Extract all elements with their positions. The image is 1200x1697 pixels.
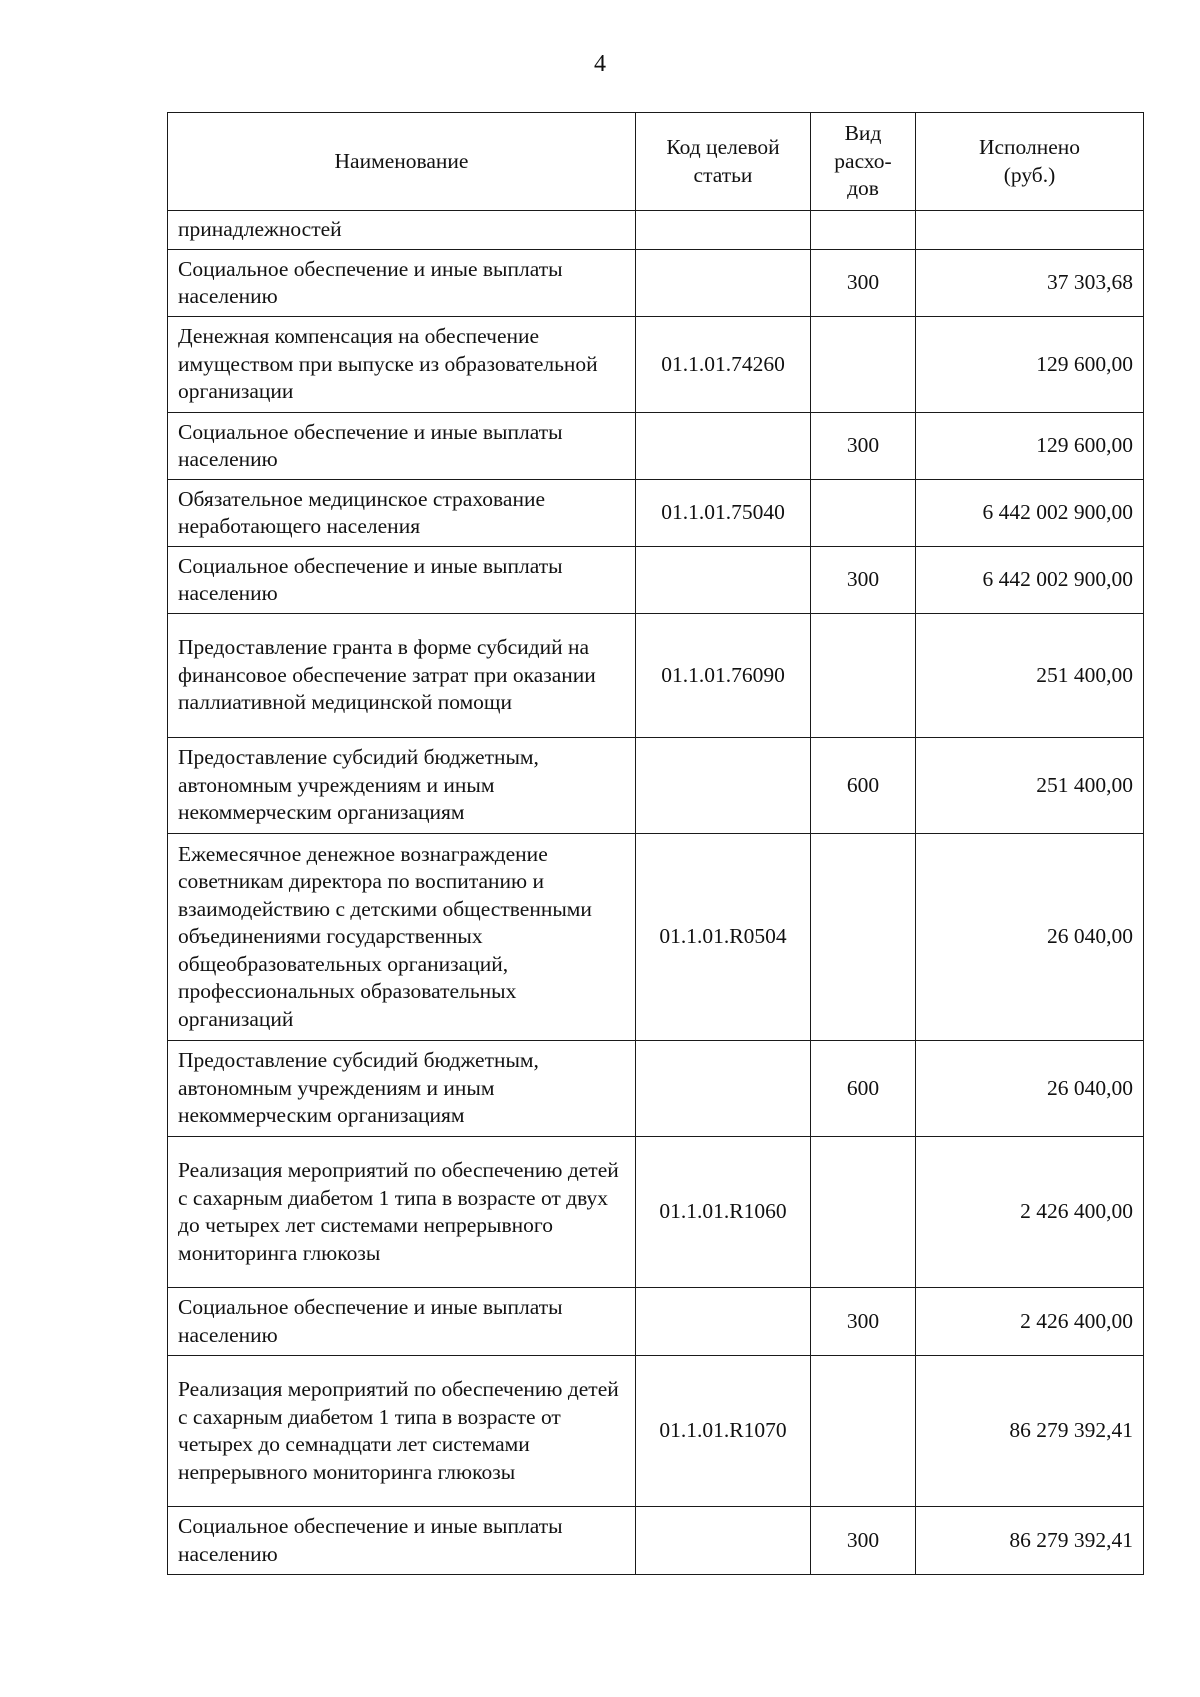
row-amount: 86 279 392,41	[916, 1507, 1144, 1575]
table-header-row	[168, 113, 1144, 211]
table-row	[168, 738, 1144, 834]
row-amount: 129 600,00	[916, 413, 1144, 480]
table-row	[168, 1137, 1144, 1288]
row-name: принадлежностей	[168, 211, 636, 250]
table-row	[168, 317, 1144, 413]
row-name: Реализация мероприятий по обеспечению детей с сахарным диабетом 1 типа в возрасте от двух до четырех лет системами непрерывного мониторинга глюкозы	[168, 1137, 636, 1288]
row-expense-type: 600	[811, 738, 916, 834]
row-code	[636, 547, 811, 614]
row-code	[636, 413, 811, 480]
header-code: Код целевой статьи	[636, 113, 811, 211]
row-name: Предоставление субсидий бюджетным, автономным учреждениям и иным некоммерческим организациям	[168, 738, 636, 834]
row-name: Предоставление гранта в форме субсидий на финансовое обеспечение затрат при оказании паллиативной медицинской помощи	[168, 614, 636, 738]
table-row	[168, 547, 1144, 614]
row-name: Денежная компенсация на обеспечение имуществом при выпуске из образовательной организации	[168, 317, 636, 413]
row-name: Социальное обеспечение и иные выплаты населению	[168, 547, 636, 614]
row-expense-type	[811, 480, 916, 547]
table-row	[168, 480, 1144, 547]
row-expense-type: 300	[811, 1288, 916, 1356]
row-code	[636, 738, 811, 834]
row-amount: 251 400,00	[916, 614, 1144, 738]
row-code	[636, 1041, 811, 1137]
row-code	[636, 1507, 811, 1575]
row-code: 01.1.01.R0504	[636, 834, 811, 1041]
row-code: 01.1.01.75040	[636, 480, 811, 547]
row-expense-type: 300	[811, 1507, 916, 1575]
row-code	[636, 1288, 811, 1356]
row-amount	[916, 211, 1144, 250]
row-name: Социальное обеспечение и иные выплаты населению	[168, 250, 636, 317]
page-number: 4	[594, 51, 606, 77]
row-amount: 26 040,00	[916, 834, 1144, 1041]
row-amount: 6 442 002 900,00	[916, 480, 1144, 547]
table-row	[168, 1356, 1144, 1507]
table-row	[168, 1041, 1144, 1137]
budget-execution-table	[167, 112, 1144, 1575]
row-expense-type	[811, 1356, 916, 1507]
table-row	[168, 614, 1144, 738]
row-expense-type	[811, 317, 916, 413]
row-expense-type	[811, 211, 916, 250]
row-code	[636, 211, 811, 250]
row-expense-type	[811, 614, 916, 738]
row-name: Ежемесячное денежное вознаграждение советникам директора по воспитанию и взаимодействию с детскими общественными объединениями государственных общеобразовательных организаций, профессиональных образовательных организаций	[168, 834, 636, 1041]
row-expense-type	[811, 1137, 916, 1288]
row-expense-type	[811, 834, 916, 1041]
row-name: Предоставление субсидий бюджетным, автономным учреждениям и иным некоммерческим организациям	[168, 1041, 636, 1137]
row-amount: 37 303,68	[916, 250, 1144, 317]
row-expense-type: 300	[811, 413, 916, 480]
row-amount: 129 600,00	[916, 317, 1144, 413]
row-amount: 2 426 400,00	[916, 1137, 1144, 1288]
table-row	[168, 1288, 1144, 1356]
row-expense-type: 300	[811, 250, 916, 317]
row-name: Социальное обеспечение и иные выплаты населению	[168, 1288, 636, 1356]
row-amount: 26 040,00	[916, 1041, 1144, 1137]
row-name: Социальное обеспечение и иные выплаты населению	[168, 1507, 636, 1575]
table-row	[168, 250, 1144, 317]
table-row	[168, 413, 1144, 480]
row-name: Обязательное медицинское страхование неработающего населения	[168, 480, 636, 547]
row-name: Социальное обеспечение и иные выплаты населению	[168, 413, 636, 480]
row-amount: 86 279 392,41	[916, 1356, 1144, 1507]
row-code: 01.1.01.R1070	[636, 1356, 811, 1507]
table-row	[168, 211, 1144, 250]
row-expense-type: 300	[811, 547, 916, 614]
row-code: 01.1.01.R1060	[636, 1137, 811, 1288]
row-amount: 251 400,00	[916, 738, 1144, 834]
row-expense-type: 600	[811, 1041, 916, 1137]
header-expense-type: Вид расхо-дов	[811, 113, 916, 211]
table-row	[168, 834, 1144, 1041]
table-row	[168, 1507, 1144, 1575]
row-code: 01.1.01.74260	[636, 317, 811, 413]
header-amount: Исполнено (руб.)	[916, 113, 1144, 211]
row-code	[636, 250, 811, 317]
row-amount: 2 426 400,00	[916, 1288, 1144, 1356]
header-name: Наименование	[168, 113, 636, 211]
row-amount: 6 442 002 900,00	[916, 547, 1144, 614]
row-code: 01.1.01.76090	[636, 614, 811, 738]
row-name: Реализация мероприятий по обеспечению детей с сахарным диабетом 1 типа в возрасте от четырех до семнадцати лет системами непрерывного мониторинга глюкозы	[168, 1356, 636, 1507]
